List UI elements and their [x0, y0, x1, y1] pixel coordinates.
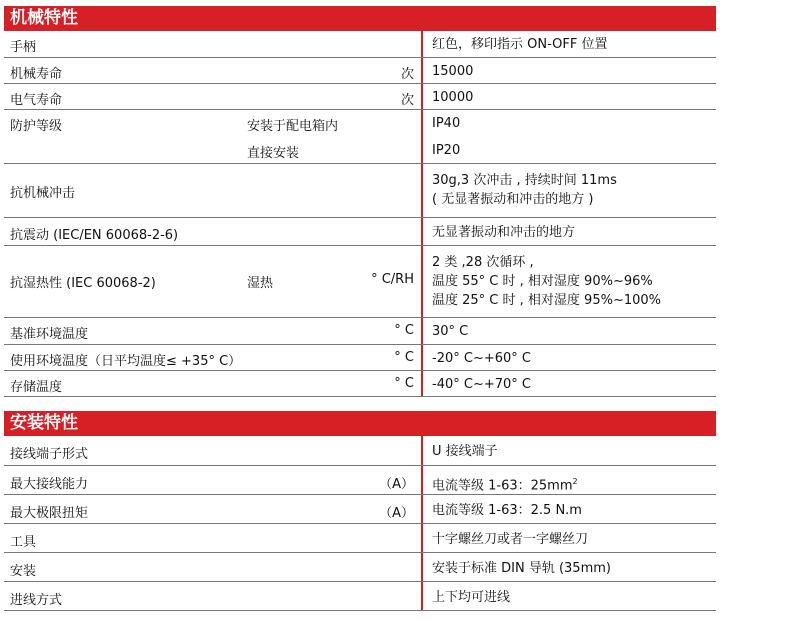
row-label: 机械寿命: [10, 67, 63, 82]
row-label: 防护等级: [10, 119, 63, 134]
row-label: 抗机械冲击: [10, 186, 76, 201]
row-label: 使用环境温度（日平均温度≤ +35° C）: [10, 354, 242, 369]
row-unit: （A）: [379, 477, 414, 492]
column-divider: [421, 524, 423, 552]
table-row: [4, 582, 716, 611]
table-row: [4, 58, 716, 84]
row-label: 最大极限扭矩: [10, 506, 89, 521]
table-row: [4, 164, 716, 218]
row-unit: ° C/RH: [371, 272, 414, 287]
column-divider: [421, 371, 423, 396]
row-label: 接线端子形式: [10, 447, 89, 462]
row-value: IP20: [432, 143, 461, 158]
superscript: 2: [572, 477, 578, 486]
row-value: 30° C: [432, 324, 469, 339]
row-label: 抗湿热性 (IEC 60068-2): [10, 276, 156, 291]
row-value: -40° C~+70° C: [432, 377, 531, 392]
table-row: [4, 495, 716, 524]
installation-table: [4, 436, 716, 611]
row-value: 电流等级 1-63：2.5 N.m: [432, 503, 582, 518]
column-divider: [421, 582, 423, 610]
table-row: [4, 110, 716, 137]
column-divider: [421, 246, 423, 317]
row-value-line-2: 温度 55° C 时 , 相对湿度 90%~96%: [432, 274, 653, 289]
installation-section-header: 安装特性: [4, 411, 716, 436]
row-value-line-2: ( 无显著振动和冲击的地方 ): [432, 192, 594, 207]
row-unit: ° C: [394, 376, 414, 391]
row-label: 进线方式: [10, 593, 63, 608]
table-row: [4, 466, 716, 495]
row-value: 上下均可进线: [432, 590, 511, 605]
row-value: U 接线端子: [432, 444, 498, 459]
row-value: 红色，移印指示 ON-OFF 位置: [432, 37, 608, 52]
column-divider: [421, 218, 423, 245]
table-row: [4, 137, 716, 164]
column-divider: [421, 110, 423, 137]
mechanical-table: [4, 31, 716, 397]
row-sublabel: 安装于配电箱内: [247, 119, 339, 134]
row-sublabel: 湿热: [247, 276, 274, 291]
row-label: 工具: [10, 535, 37, 550]
row-value-text: 电流等级 1-63：25mm: [432, 478, 573, 494]
row-value-line-1: 2 类 ,28 次循环 ,: [432, 255, 534, 270]
column-divider: [421, 137, 423, 163]
row-unit: 次: [400, 93, 414, 108]
row-unit: ° C: [394, 323, 414, 338]
row-value: 10000: [432, 90, 474, 105]
table-row: [4, 84, 716, 110]
column-divider: [421, 345, 423, 370]
mechanical-section-header: 机械特性: [4, 6, 716, 31]
row-sublabel: 直接安装: [247, 146, 300, 161]
row-label: 基准环境温度: [10, 327, 89, 342]
column-divider: [421, 466, 423, 494]
row-value-line-1: 30g,3 次冲击 , 持续时间 11ms: [432, 173, 617, 188]
row-value: [432, 472, 578, 495]
row-label: 抗震动 (IEC/EN 60068-2-6): [10, 228, 179, 243]
table-row: [4, 318, 716, 345]
table-row: [4, 524, 716, 553]
row-unit: ° C: [394, 350, 414, 365]
row-value: -20° C~+60° C: [432, 351, 531, 366]
row-value: 安装于标准 DIN 导轨 (35mm): [432, 561, 611, 576]
row-unit: （A）: [379, 506, 414, 521]
table-row: [4, 345, 716, 371]
row-label: 最大接线能力: [10, 477, 89, 492]
row-value: 无显著振动和冲击的地方: [432, 225, 576, 240]
table-row: [4, 436, 716, 466]
column-divider: [421, 495, 423, 523]
row-label: 存储温度: [10, 380, 63, 395]
row-value-line-3: 温度 25° C 时 , 相对湿度 95%~100%: [432, 293, 661, 308]
table-row: [4, 246, 716, 318]
row-label: 安装: [10, 564, 37, 579]
column-divider: [421, 553, 423, 581]
row-label: 电气寿命: [10, 93, 63, 108]
table-row: [4, 218, 716, 246]
row-label: 手柄: [10, 40, 37, 55]
column-divider: [421, 58, 423, 83]
row-value: IP40: [432, 116, 461, 131]
column-divider: [421, 84, 423, 109]
table-row: [4, 31, 716, 58]
row-unit: 次: [400, 67, 414, 82]
table-row: [4, 553, 716, 582]
table-row: [4, 371, 716, 397]
row-value: 十字螺丝刀或者一字螺丝刀: [432, 532, 589, 547]
column-divider: [421, 436, 423, 465]
column-divider: [421, 318, 423, 344]
column-divider: [421, 31, 423, 57]
row-value: 15000: [432, 64, 474, 79]
column-divider: [421, 164, 423, 217]
